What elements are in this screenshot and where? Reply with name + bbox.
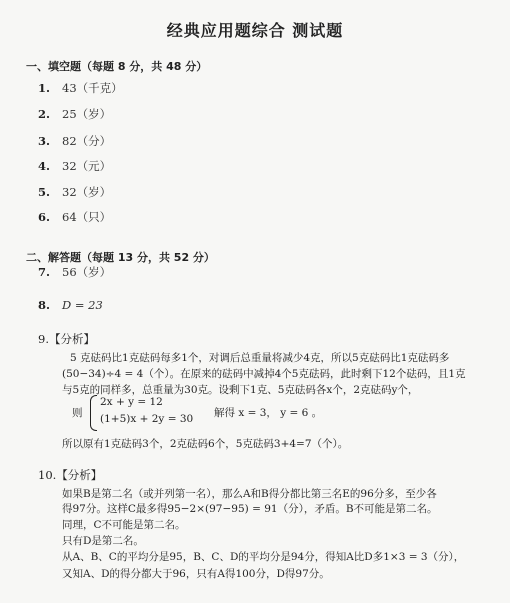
equation-2: (1+5)x + 2y = 30 [100,413,194,425]
answer-8 [38,298,103,312]
answer-value: 43（千克） [62,81,123,95]
answer-value: 82（分） [62,134,112,148]
answer-number: 7. [38,265,51,279]
answer-5 [38,184,111,200]
page-title: 经典应用题综合 测试题 [166,21,344,40]
q10-line-4: 只有D是第二名。 [62,535,144,547]
question-10-heading: 10.【分析】 [38,468,103,482]
q9-line-4: 则 [72,407,83,419]
answer-value: 32（岁） [62,185,112,199]
answer-number: 8. [38,298,51,312]
q9-line-1: 5 克砝码比1克砝码每多1个，对调后总重量将减少4克，所以5克砝码比1克砝码多 [70,352,450,364]
answer-2 [38,106,111,122]
q9-line-3: 与5克的同样多，总重量为30克。设剩下1克、5克砝码各x个，2克砝码y个， [62,384,419,396]
q10-line-1: 如果B是第二名（或并列第一名），那么A和B得分都比第三名E的96分多，至少各 [62,488,437,500]
answer-value: 64（只） [62,210,112,224]
answer-value: 25（岁） [62,107,112,121]
answer-1 [38,80,123,96]
q9-line-6: 所以原有1克砝码3个，2克砝码6个，5克砝码3+4=7（个）。 [62,438,349,450]
q10-line-3: 同理，C不可能是第二名。 [62,519,186,531]
answer-value: 32（元） [62,159,112,173]
q10-line-5: 从A、B、C的平均分是95，B、C、D的平均分是94分，得知A比D多1×3 = 3（分）， [62,551,465,563]
answer-value: D = 23 [62,298,103,312]
question-9-heading: 9.【分析】 [38,332,95,346]
equation-1: 2x + y = 12 [100,396,163,408]
answer-3 [38,133,111,149]
q10-line-6: 又知A、D的得分都大于96，只有A得100分，D得97分。 [62,568,330,580]
q10-line-2: 得97分。这样C最多得95−2×(97−95) = 91（分），矛盾。B不可能是第二名。 [62,503,438,515]
answer-number: 5. [38,185,51,199]
answer-number: 2. [38,107,51,121]
answer-6 [38,209,111,225]
answer-7 [38,264,111,280]
q9-line-2: (50−34)÷4 = 4（个）。在原来的砝码中减掉4个5克砝码，此时剩下12个砝码，且1克 [62,368,466,380]
q9-line-5: 解得 x = 3， y = 6 。 [214,407,323,419]
answer-number: 6. [38,210,51,224]
answer-4 [38,158,111,174]
section-fill-in-heading: 一、填空题（每题 8 分，共 48 分） [26,60,208,73]
answer-value: 56（岁） [62,265,112,279]
answer-number: 1. [38,81,51,95]
answer-number: 4. [38,159,51,173]
left-brace [90,395,97,431]
answer-number: 3. [38,134,51,148]
equation-system [90,395,194,429]
section-solution-heading: 二、解答题（每题 13 分，共 52 分） [26,251,215,264]
